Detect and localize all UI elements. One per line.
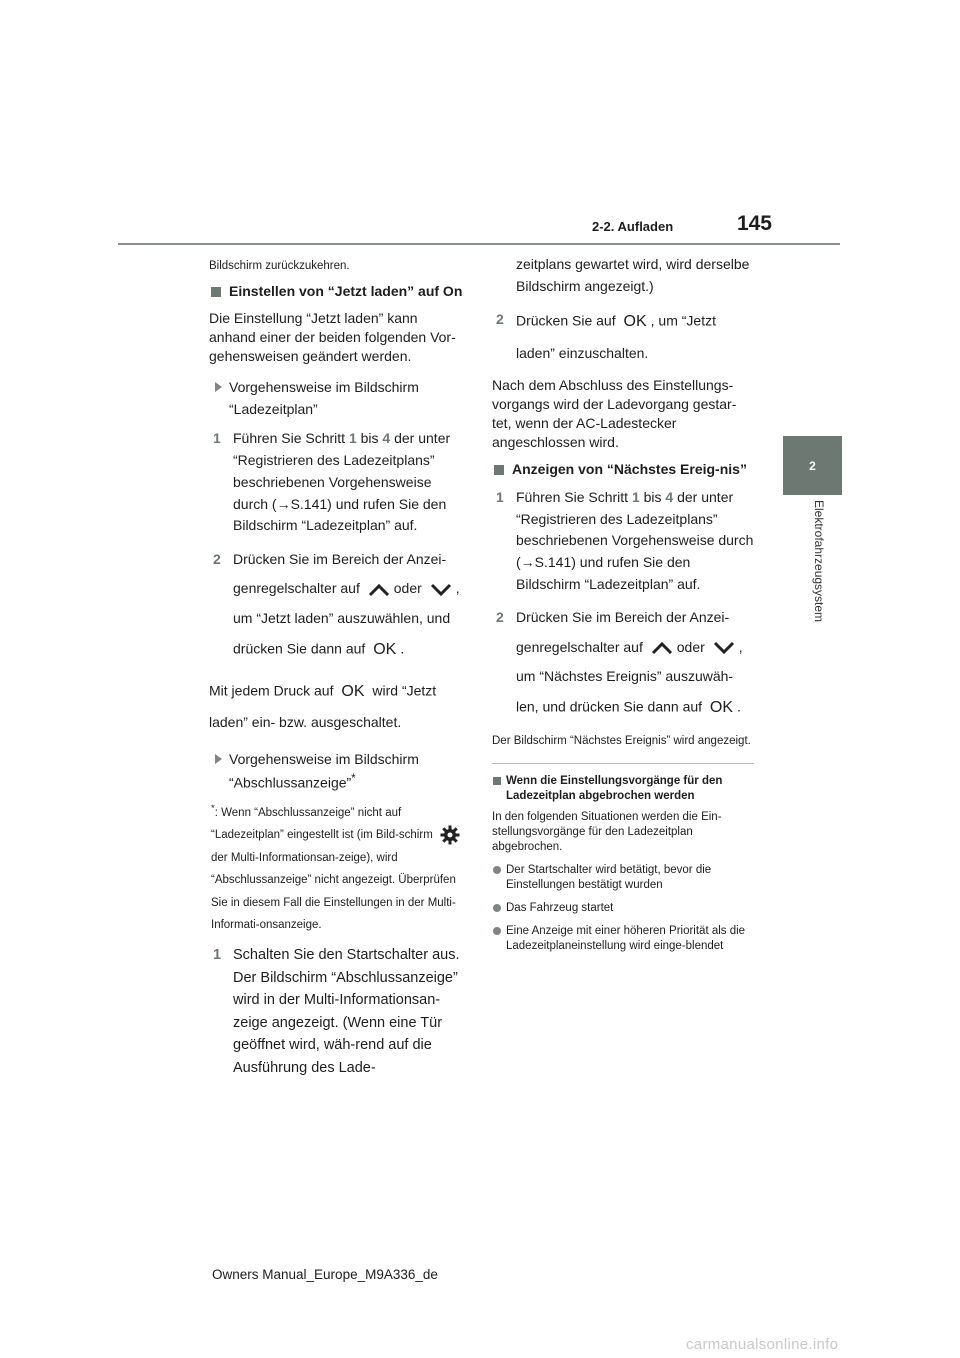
- footnote-text: der Multi-Informationsan-zeige), wird “Abschlussanzeige” nicht angezeigt. Überprüfen Sie in diesem Fall die Einstellungen in der Multi-Informati-onsanzeige.: [211, 851, 456, 931]
- right-column: [492, 258, 754, 961]
- page-number: 145: [736, 212, 772, 235]
- chapter-tab-number: 2: [783, 436, 842, 495]
- ok-icon: OK: [341, 682, 365, 700]
- footnote: [209, 800, 467, 936]
- gear-icon: [440, 825, 460, 845]
- chapter-tab-title: Elektrofahrzeugsystem: [812, 500, 826, 623]
- step-text: der unter “Registrieren des Ladezeitplans” beschriebenen Vorgehensweise durch (→S.141) und rufen Sie den Bildschirm “Ladezeitplan” auf.: [516, 488, 754, 592]
- ok-icon: OK: [623, 313, 647, 331]
- intro-text: Bildschirm zurückzukehren.: [209, 260, 350, 272]
- step-text: oder: [676, 638, 705, 655]
- step-text: , um “Jetzt laden” auszuwählen, und drücken Sie dann auf: [233, 580, 460, 657]
- left-column: [209, 258, 467, 1087]
- step-item: [492, 305, 754, 368]
- step-ref: 4: [665, 488, 674, 505]
- note-bullet: Eine Anzeige mit einer höheren Priorität als die Ladezeitplaneinstellung wird einge-blendet: [492, 924, 754, 954]
- method-heading: [209, 748, 467, 794]
- step-text: , um “Jetzt laden” einzuschalten.: [516, 312, 716, 361]
- method-heading: Vorgehensweise im Bildschirm “Ladezeitplan”: [209, 376, 467, 421]
- step-text: , um “Nächstes Ereignis” auszuwäh-len, und drücken Sie dann auf: [516, 638, 743, 715]
- footer-text: Owners Manual_Europe_M9A336_de: [212, 1267, 438, 1282]
- chevron-down-icon: [430, 583, 452, 597]
- step-text: der unter “Registrieren des Ladezeitplans” beschriebenen Vorgehensweise durch (→S.141) und rufen Sie den Bildschirm “Ladezeitplan” auf.: [233, 430, 451, 534]
- step-text: Drücken Sie im Bereich der Anzei-genregelschalter auf: [516, 609, 730, 655]
- step-number: 1: [213, 430, 221, 447]
- step-number: 2: [496, 311, 504, 328]
- chevron-up-icon: [368, 583, 390, 597]
- step-text: oder: [393, 580, 422, 597]
- step-item: [492, 603, 754, 725]
- step-text: Drücken Sie im Bereich der Anzei-genregelschalter auf: [233, 550, 447, 597]
- heading-naechstes-ereignis: Anzeigen von “Nächstes Ereig-nis”: [492, 460, 754, 479]
- heading-jetzt-laden: Einstellen von “Jetzt laden” auf On: [209, 282, 467, 301]
- step-item: [209, 428, 467, 536]
- step-text: Schalten Sie den Startschalter aus. Der Bildschirm “Abschlussanzeige” wird in der Multi-Informationsan-zeige angezeigt. (Wenn eine Tür geöffnet wird, wäh-rend auf die Ausführung des Lade-: [233, 947, 460, 1076]
- header-divider: [118, 243, 840, 245]
- step-continuation: [492, 254, 754, 297]
- step-text: .: [400, 640, 405, 657]
- note-text: In den folgenden Situationen werden die Ein-stellungsvorgänge für den Ladezeitplan abgebrochen.: [492, 810, 722, 853]
- note-divider: [492, 763, 754, 764]
- paragraph: Nach dem Abschluss des Einstellungs-vorgangs wird der Ladevorgang gestar-tet, wenn der AC-Ladestecker angeschlossen wird.: [492, 377, 737, 451]
- ok-icon: OK: [373, 641, 397, 659]
- step-ref: 1: [348, 430, 357, 447]
- para-text: wird “Jetzt laden” ein- bzw. ausgeschaltet.: [209, 682, 437, 731]
- paragraph: Die Einstellung “Jetzt laden” kann anhand einer der beiden folgenden Vor-gehensweisen geändert werden.: [209, 309, 456, 364]
- step-item: [209, 545, 467, 667]
- paragraph: [209, 675, 467, 738]
- step-number: 2: [496, 609, 504, 626]
- step-text: bis: [639, 488, 666, 505]
- method-text: Vorgehensweise im Bildschirm “Abschlussanzeige”: [229, 750, 419, 791]
- footnote-marker: *: [351, 772, 356, 786]
- note-heading: Wenn die Einstellungsvorgänge für den Ladezeitplan abgebrochen werden: [492, 774, 754, 804]
- step-text: bis: [356, 430, 383, 447]
- step-number: 1: [213, 947, 222, 964]
- step-item: [492, 487, 754, 595]
- step-text: .: [737, 698, 741, 715]
- step-text: Drücken Sie auf: [516, 312, 616, 329]
- step-number: 2: [213, 550, 221, 567]
- step-number: 1: [496, 488, 504, 505]
- step-text: zeitplans gewartet wird, wird derselbe Bildschirm angezeigt.): [516, 256, 750, 294]
- step-text: Führen Sie Schritt: [233, 430, 349, 447]
- note-bullet: Der Startschalter wird betätigt, bevor die Einstellungen bestätigt wurden: [492, 863, 754, 893]
- note-bullet: Das Fahrzeug startet: [492, 901, 754, 916]
- step-item: [209, 944, 467, 1079]
- footnote-marker: *: [211, 803, 215, 815]
- para-text: Mit jedem Druck auf: [209, 682, 334, 699]
- ok-icon: OK: [709, 699, 734, 717]
- footnote-text: : Wenn “Abschlussanzeige” nicht auf “Ladezeitplan” eingestellt ist (im Bild-schirm: [211, 806, 433, 842]
- watermark: carmanualsonline.info: [686, 1336, 839, 1353]
- step-ref: 1: [631, 488, 640, 505]
- step-text: Führen Sie Schritt: [516, 488, 632, 505]
- step-ref: 4: [382, 430, 391, 447]
- section-title: 2-2. Aufladen: [592, 219, 674, 234]
- result-text: Der Bildschirm “Nächstes Ereignis” wird angezeigt.: [492, 735, 751, 748]
- chevron-down-icon: [713, 641, 735, 655]
- chevron-up-icon: [651, 641, 673, 655]
